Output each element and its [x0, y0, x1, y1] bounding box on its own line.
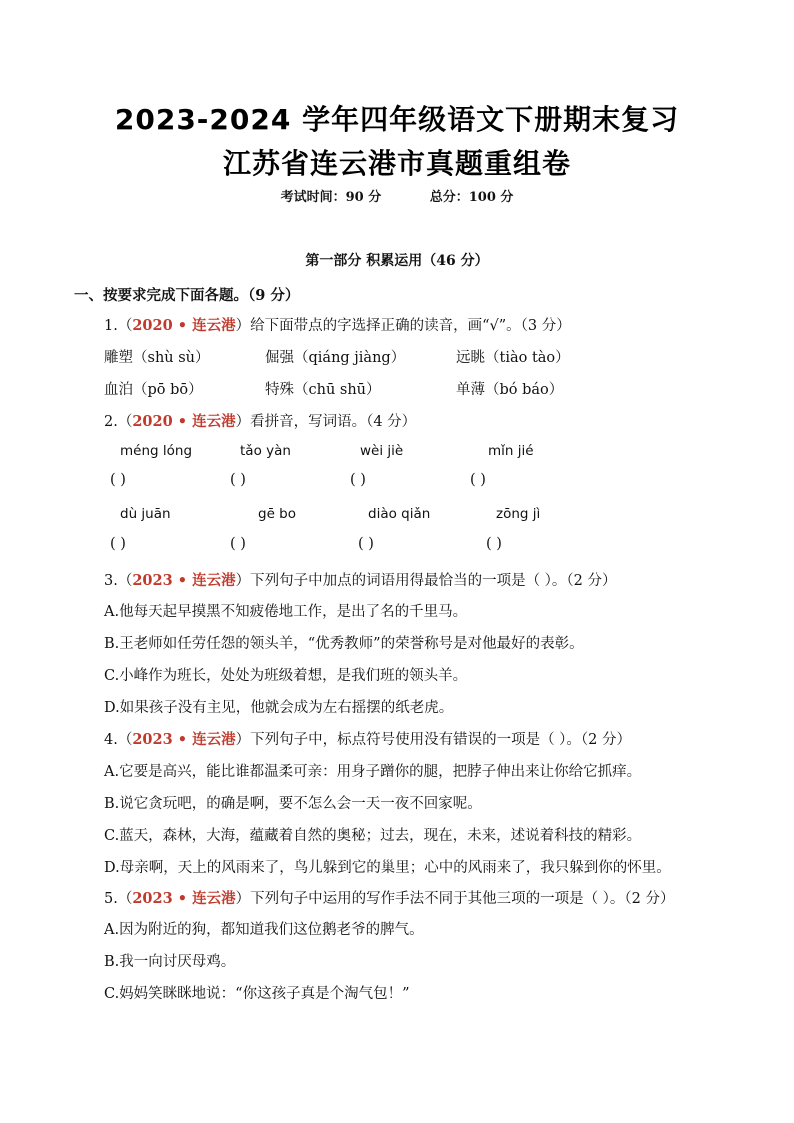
answer-blank[interactable]: ( ): [230, 472, 246, 488]
question-number: 2.（: [104, 414, 133, 430]
exam-title-line1: 2023-2024 学年四年级语文下册期末复习: [114, 103, 680, 136]
question-number: 1.（: [104, 318, 133, 334]
pinyin-prompt: diào qiǎn: [368, 506, 431, 522]
option-b: B.我一向讨厌母鸡。: [104, 954, 236, 970]
part-title: 第一部分 积累运用（46 分）: [305, 253, 489, 269]
question-source: 2023 • 连云港: [132, 572, 236, 589]
section-title: 一、按要求完成下面各题。（9 分）: [74, 287, 300, 304]
question-number: 4.（: [104, 732, 133, 748]
question-source: 2023 • 连云港: [132, 890, 236, 907]
question-3: [104, 569, 617, 590]
pinyin-prompt: zōng jì: [496, 506, 541, 522]
answer-blank[interactable]: ( ): [486, 536, 502, 552]
answer-blank[interactable]: ( ): [350, 472, 366, 488]
question-number: 3.（: [104, 573, 133, 589]
exam-meta: [0, 186, 794, 205]
answer-blank[interactable]: ( ): [110, 472, 126, 488]
reading-choice: 远眺（tiào tào）: [456, 350, 570, 366]
question-5: [104, 887, 675, 908]
pinyin-prompt: gē bo: [258, 506, 296, 522]
option-a: A.它要是高兴，能比谁都温柔可亲：用身子蹭你的腿，把脖子伸出来让你给它抓痒。: [104, 764, 642, 780]
option-c: C.小峰作为班长，处处为班级着想，是我们班的领头羊。: [104, 668, 468, 684]
option-d: D.母亲啊，天上的风雨来了，鸟儿躲到它的巢里；心中的风雨来了，我只躲到你的怀里。: [104, 860, 671, 876]
option-c: C.妈妈笑眯眯地说：“你这孩子真是个淘气包！”: [104, 986, 410, 1002]
question-source: 2020 • 连云港: [132, 317, 236, 334]
exam-time: 考试时间：90 分: [280, 190, 382, 205]
question-4: [104, 728, 631, 749]
exam-title-line2: 江苏省连云港市真题重组卷: [222, 147, 571, 180]
question-2: [104, 410, 416, 431]
question-1: [104, 314, 571, 335]
pinyin-prompt: wèi jiè: [360, 443, 404, 459]
reading-choice: 单薄（bó báo）: [456, 382, 564, 398]
question-text: ）下列句子中运用的写作手法不同于其他三项的一项是（ ）。（2 分）: [235, 891, 675, 907]
answer-blank[interactable]: ( ): [470, 472, 486, 488]
answer-blank[interactable]: ( ): [110, 536, 126, 552]
pinyin-prompt: dù juān: [120, 506, 171, 522]
answer-blank[interactable]: ( ): [230, 536, 246, 552]
answer-blank[interactable]: ( ): [358, 536, 374, 552]
reading-choice: 特殊（chū shū）: [265, 382, 381, 398]
pinyin-prompt: mǐn jié: [488, 443, 534, 459]
question-text: ）给下面带点的字选择正确的读音，画“√”。（3 分）: [235, 318, 571, 334]
question-source: 2020 • 连云港: [132, 413, 236, 430]
reading-choice: 血泊（pō bō）: [104, 382, 203, 398]
pinyin-prompt: tǎo yàn: [240, 443, 291, 459]
option-c: C.蓝天，森林，大海，蕴藏着自然的奥秘；过去，现在，未来，述说着科技的精彩。: [104, 828, 642, 844]
question-text: ）下列句子中加点的词语用得最恰当的一项是（ ）。（2 分）: [235, 573, 617, 589]
option-b: B.说它贪玩吧，的确是啊，要不怎么会一天一夜不回家呢。: [104, 796, 482, 812]
question-source: 2023 • 连云港: [132, 731, 236, 748]
pinyin-prompt: méng lóng: [120, 443, 193, 459]
question-text: ）看拼音，写词语。（4 分）: [235, 414, 417, 430]
option-a: A.因为附近的狗，都知道我们这位鹅老爷的脾气。: [104, 922, 424, 938]
reading-choice: 倔强（qiáng jiàng）: [265, 350, 406, 366]
option-d: D.如果孩子没有主见，他就会成为左右摇摆的纸老虎。: [104, 700, 454, 716]
option-a: A.他每天起早摸黑不知疲倦地工作，是出了名的千里马。: [104, 604, 468, 620]
total-score: 总分：100 分: [429, 190, 514, 205]
question-text: ）下列句子中，标点符号使用没有错误的一项是（ ）。（2 分）: [235, 732, 632, 748]
option-b: B.王老师如任劳任怨的领头羊，“优秀教师”的荣誉称号是对他最好的表彰。: [104, 636, 584, 652]
question-number: 5.（: [104, 891, 133, 907]
reading-choice: 雕塑（shù sù）: [104, 350, 210, 366]
